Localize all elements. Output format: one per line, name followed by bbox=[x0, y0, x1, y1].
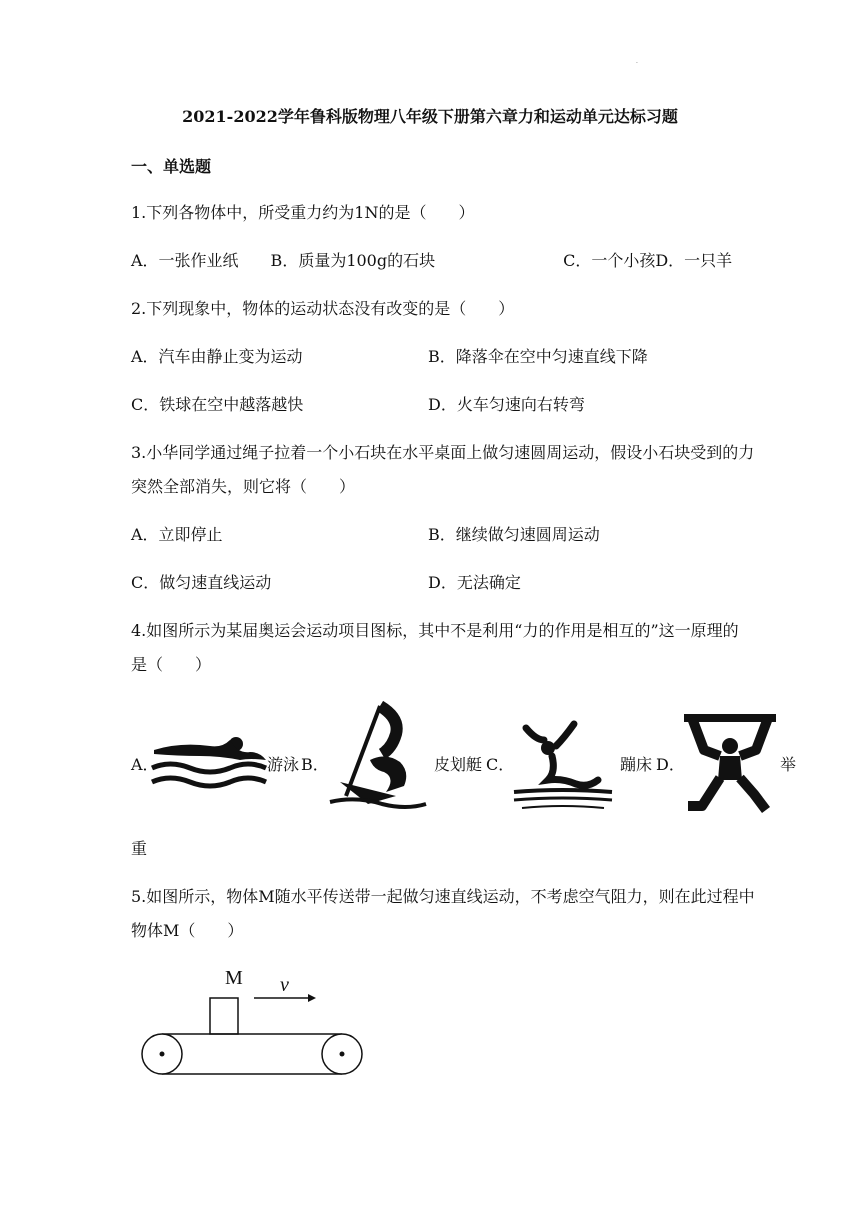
q4-option-d-label-part2: 重 bbox=[131, 839, 148, 858]
q1-stem: 1.下列各物体中，所受重力约为1N的是（ ） bbox=[131, 203, 475, 222]
q4-option-b-label: 皮划艇 bbox=[434, 755, 483, 774]
velocity-label: v bbox=[280, 974, 289, 996]
q3-stem-line1: 3.小华同学通过绳子拉着一个小石块在水平桌面上做匀速圆周运动，假设小石块受到的力 bbox=[131, 443, 755, 462]
section-heading: 一、单选题 bbox=[131, 157, 212, 176]
weightlifting-icon bbox=[680, 710, 780, 812]
q1-options: A．一张作业纸 B．质量为100g的石块 C．一个小孩D．一只羊 bbox=[131, 251, 733, 270]
block-label: M bbox=[225, 967, 243, 989]
q3-option-b: B．继续做匀速圆周运动 bbox=[428, 525, 600, 544]
canoe-icon bbox=[326, 700, 430, 812]
document-title: 2021-2022学年鲁科版物理八年级下册第六章力和运动单元达标习题 bbox=[182, 107, 678, 126]
velocity-arrowhead bbox=[308, 994, 316, 1002]
q4-stem-line2: 是（ ） bbox=[131, 655, 212, 674]
q3-option-a: A．立即停止 bbox=[131, 525, 223, 544]
q3-option-d: D．无法确定 bbox=[428, 573, 521, 592]
swimming-icon bbox=[150, 730, 268, 794]
left-pulley-axle bbox=[160, 1052, 165, 1057]
q3-stem-line2: 突然全部消失，则它将（ ） bbox=[131, 477, 356, 496]
q2-option-b: B．降落伞在空中匀速直线下降 bbox=[428, 347, 648, 366]
q4-option-d-label-part1: 举 bbox=[780, 755, 797, 774]
q2-stem: 2.下列现象中，物体的运动状态没有改变的是（ ） bbox=[131, 299, 515, 318]
right-pulley-axle bbox=[340, 1052, 345, 1057]
q3-option-c: C．做匀速直线运动 bbox=[131, 573, 272, 592]
q4-option-b-prefix: B． bbox=[301, 755, 329, 774]
q4-option-d-prefix: D． bbox=[656, 755, 685, 774]
q4-option-a-prefix: A． bbox=[131, 755, 159, 774]
q2-option-d: D．火车匀速向右转弯 bbox=[428, 395, 585, 414]
trampoline-icon bbox=[512, 718, 616, 810]
q4-stem-line1: 4.如图所示为某届奥运会运动项目图标，其中不是利用“力的作用是相互的”这一原理的 bbox=[131, 621, 739, 640]
conveyor-belt-figure bbox=[140, 960, 370, 1080]
q4-option-c-label: 蹦床 bbox=[620, 755, 653, 774]
q4-option-a-label: 游泳 bbox=[267, 755, 300, 774]
q2-option-c: C．铁球在空中越落越快 bbox=[131, 395, 304, 414]
block-m bbox=[210, 998, 238, 1034]
corner-mark: · bbox=[636, 60, 638, 67]
q2-option-a: A．汽车由静止变为运动 bbox=[131, 347, 303, 366]
q4-option-c-prefix: C． bbox=[486, 755, 515, 774]
q5-stem-line1: 5.如图所示，物体M随水平传送带一起做匀速直线运动，不考虑空气阻力，则在此过程中 bbox=[131, 887, 755, 906]
q5-stem-line2: 物体M（ ） bbox=[131, 921, 244, 940]
